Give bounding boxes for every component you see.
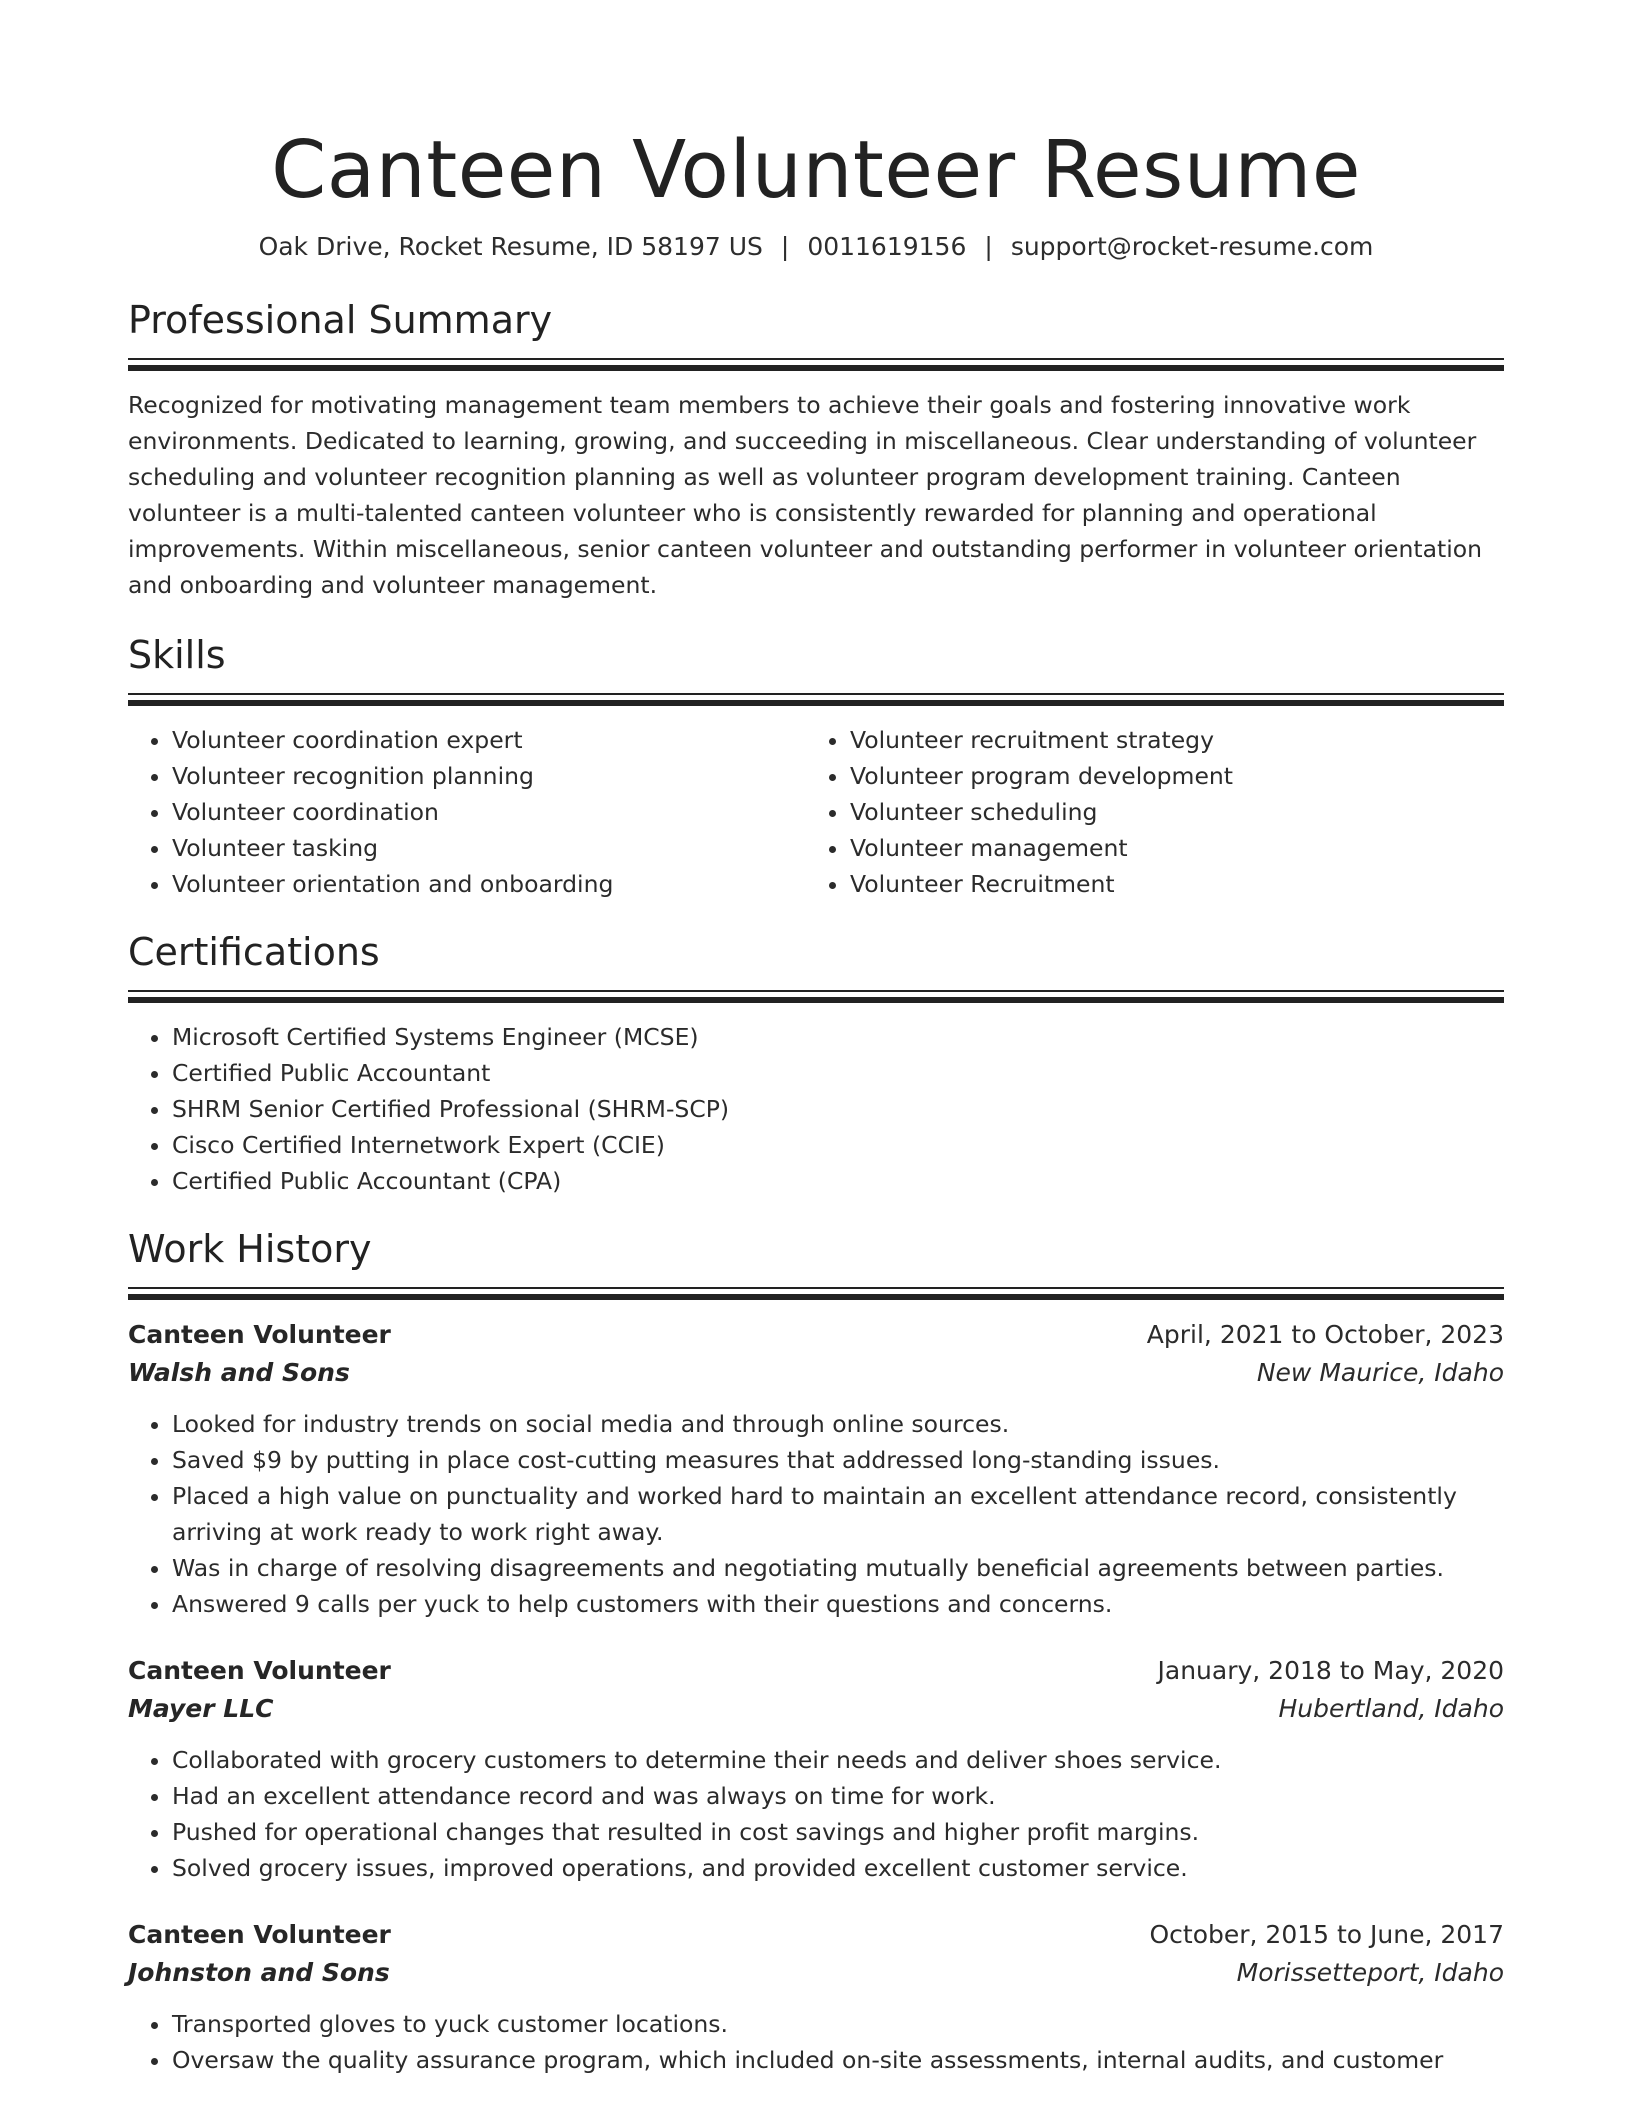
skill-item: • Volunteer management (850, 830, 1484, 866)
skill-item: • Volunteer coordination expert (172, 722, 806, 758)
contact-address: Oak Drive, Rocket Resume, ID 58197 US (258, 232, 763, 261)
job-dates: October, 2015 to June, 2017 (1149, 1920, 1504, 1949)
job-company: Mayer LLC (128, 1694, 274, 1723)
certifications-list (128, 1019, 1504, 1199)
section-divider-thick (128, 997, 1504, 1003)
job-bullet: • Solved grocery issues, improved operations, and provided excellent customer service. (172, 1850, 1504, 1886)
job-company: Johnston and Sons (128, 1958, 390, 1987)
job-title: Canteen Volunteer (128, 1656, 391, 1685)
skill-item: • Volunteer Recruitment (850, 866, 1484, 902)
summary-section (128, 296, 1504, 603)
skill-item: • Volunteer recognition planning (172, 758, 806, 794)
skills-list-right (806, 722, 1484, 902)
section-heading-summary: Professional Summary (128, 298, 553, 342)
job-entry (128, 1916, 1504, 2078)
job-bullet: • Saved $9 by putting in place cost-cutting measures that addressed long-standing issues. (172, 1442, 1504, 1478)
job-bullet: • Was in charge of resolving disagreements and negotiating mutually beneficial agreements between parties. (172, 1550, 1504, 1586)
job-bullets (128, 1742, 1504, 1886)
resume-page (128, 0, 1504, 2078)
section-heading-work-history: Work History (128, 1227, 372, 1271)
contact-line (128, 230, 1504, 264)
job-header (128, 1316, 1504, 1354)
contact-separator: | (984, 232, 993, 261)
skills-list-left (128, 722, 806, 902)
skills-column-left (128, 722, 806, 902)
certification-item: • Certified Public Accountant (CPA) (172, 1163, 1504, 1199)
section-divider-thick (128, 700, 1504, 706)
job-subheader (128, 1354, 1504, 1392)
job-entry (128, 1652, 1504, 1886)
skill-item: • Volunteer program development (850, 758, 1484, 794)
job-subheader (128, 1954, 1504, 1992)
job-entry (128, 1316, 1504, 1622)
skill-item: • Volunteer coordination (172, 794, 806, 830)
section-divider-thick (128, 365, 1504, 371)
job-bullet: • Collaborated with grocery customers to determine their needs and deliver shoes service. (172, 1742, 1504, 1778)
job-dates: April, 2021 to October, 2023 (1146, 1320, 1504, 1349)
job-location: New Maurice, Idaho (1256, 1358, 1504, 1387)
job-location: Morissetteport, Idaho (1236, 1958, 1504, 1987)
section-heading-certifications: Certifications (128, 930, 380, 974)
resume-title: Canteen Volunteer Resume (271, 124, 1361, 216)
job-subheader (128, 1690, 1504, 1728)
job-bullets (128, 1406, 1504, 1622)
job-location: Hubertland, Idaho (1278, 1694, 1504, 1723)
job-bullet: • Pushed for operational changes that resulted in cost savings and higher profit margins. (172, 1814, 1504, 1850)
skills-grid (128, 722, 1504, 902)
contact-separator: | (780, 232, 790, 261)
job-title: Canteen Volunteer (128, 1320, 391, 1349)
certification-item: • Cisco Certified Internetwork Expert (CCIE) (172, 1127, 1504, 1163)
contact-email: support@rocket-resume.com (1010, 232, 1374, 261)
skill-item: • Volunteer orientation and onboarding (172, 866, 806, 902)
contact-phone: 0011619156 (807, 232, 967, 261)
skill-item: • Volunteer recruitment strategy (850, 722, 1484, 758)
certification-item: • Certified Public Accountant (172, 1055, 1504, 1091)
section-heading-skills: Skills (128, 633, 226, 677)
job-header (128, 1916, 1504, 1954)
skill-item: • Volunteer tasking (172, 830, 806, 866)
job-bullets (128, 2006, 1504, 2078)
skills-column-right (806, 722, 1484, 902)
section-divider-thick (128, 1294, 1504, 1300)
job-bullet: • Looked for industry trends on social media and through online sources. (172, 1406, 1504, 1442)
section-divider (128, 693, 1504, 695)
job-bullet: • Transported gloves to yuck customer locations. (172, 2006, 1504, 2042)
work-history-section (128, 1225, 1504, 2078)
job-bullet: • Answered 9 calls per yuck to help customers with their questions and concerns. (172, 1586, 1504, 1622)
job-title: Canteen Volunteer (128, 1920, 391, 1949)
job-bullet: • Oversaw the quality assurance program, which included on-site assessments, internal audits, and customer (172, 2042, 1504, 2078)
skills-section (128, 631, 1504, 902)
skill-item: • Volunteer scheduling (850, 794, 1484, 830)
section-divider (128, 1287, 1504, 1289)
job-bullet: • Had an excellent attendance record and was always on time for work. (172, 1778, 1504, 1814)
certification-item: • Microsoft Certified Systems Engineer (MCSE) (172, 1019, 1504, 1055)
section-divider (128, 358, 1504, 360)
job-bullet: • Placed a high value on punctuality and worked hard to maintain an excellent attendance record, consistently arriving at work ready to work right away. (172, 1478, 1504, 1550)
summary-text: Recognized for motivating management team members to achieve their goals and fostering innovative work environments. Dedicated to learning, growing, and succeeding in miscellaneous. Clear understanding of volunteer scheduling and volunteer recognition planning as well as volunteer program development training. Canteen volunteer is a multi-talented canteen volunteer who is consistently rewarded for planning and operational improvements. Within miscellaneous, senior canteen volunteer and outstanding performer in volunteer orientation and onboarding and volunteer management. (128, 391, 1483, 599)
section-divider (128, 990, 1504, 992)
certifications-section (128, 928, 1504, 1199)
job-dates: January, 2018 to May, 2020 (1157, 1656, 1504, 1685)
job-header (128, 1652, 1504, 1690)
job-company: Walsh and Sons (128, 1358, 350, 1387)
certification-item: • SHRM Senior Certified Professional (SHRM-SCP) (172, 1091, 1504, 1127)
